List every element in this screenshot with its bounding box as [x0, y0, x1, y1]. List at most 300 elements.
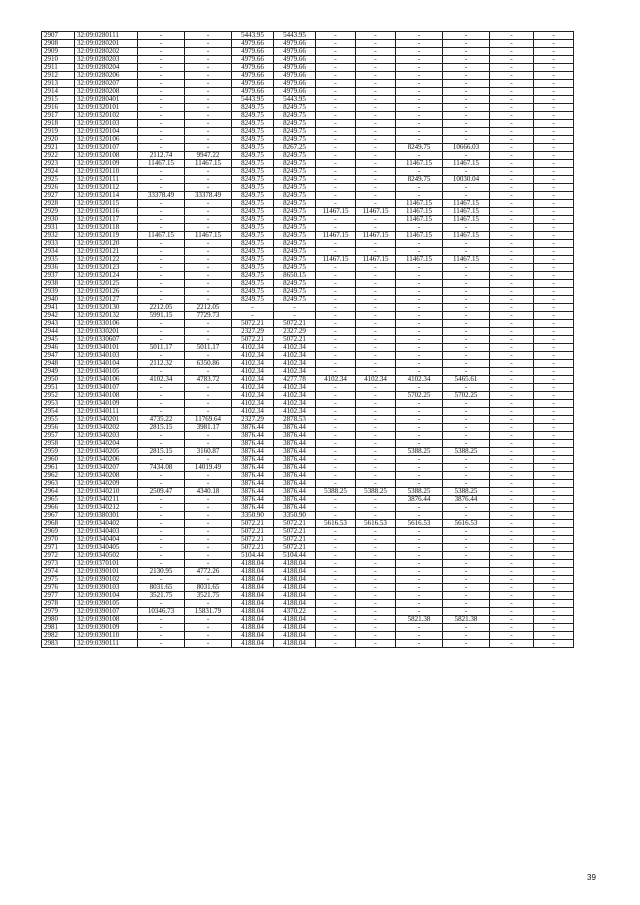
table-cell: -: [185, 576, 232, 584]
table-cell: -: [396, 80, 443, 88]
table-cell: -: [185, 176, 232, 184]
table-row: [42, 192, 574, 200]
table-cell: -: [185, 536, 232, 544]
table-cell: -: [316, 440, 356, 448]
table-cell: -: [443, 400, 490, 408]
table-row: [42, 112, 574, 120]
table-cell: -: [534, 400, 574, 408]
table-cell: 5616.53: [356, 520, 396, 528]
table-cell: 5072.21: [274, 520, 316, 528]
table-cell: -: [356, 632, 396, 640]
table-cell: -: [356, 216, 396, 224]
table-cell: 2970: [42, 536, 75, 544]
table-cell: 2327.29: [274, 328, 316, 336]
table-cell: 4102.34: [396, 376, 443, 384]
table-cell: -: [356, 400, 396, 408]
table-cell: 32:09:0340208: [75, 472, 138, 480]
table-cell: 5072.21: [232, 528, 274, 536]
table-cell: -: [396, 528, 443, 536]
table-cell: -: [316, 32, 356, 40]
table-cell: -: [490, 104, 534, 112]
table-cell: -: [138, 248, 185, 256]
table-cell: 2912: [42, 72, 75, 80]
table-cell: -: [356, 296, 396, 304]
table-cell: -: [490, 80, 534, 88]
table-cell: -: [185, 112, 232, 120]
table-cell: -: [443, 64, 490, 72]
table-cell: 2911: [42, 64, 75, 72]
table-cell: -: [316, 224, 356, 232]
table-cell: -: [490, 120, 534, 128]
table-cell: 32:09:0340209: [75, 480, 138, 488]
table-cell: 3876.44: [274, 488, 316, 496]
table-cell: -: [534, 448, 574, 456]
table-row: [42, 440, 574, 448]
table-cell: -: [138, 40, 185, 48]
table-cell: 5616.53: [396, 520, 443, 528]
table-cell: -: [534, 208, 574, 216]
table-cell: 11467.15: [396, 232, 443, 240]
table-cell: -: [185, 400, 232, 408]
table-cell: -: [396, 168, 443, 176]
table-cell: -: [396, 304, 443, 312]
table-cell: -: [443, 88, 490, 96]
table-cell: 2969: [42, 528, 75, 536]
table-cell: -: [490, 496, 534, 504]
table-cell: -: [185, 32, 232, 40]
table-cell: -: [490, 504, 534, 512]
table-cell: -: [316, 304, 356, 312]
table-cell: 32:09:0340105: [75, 368, 138, 376]
table-cell: 32:09:0340107: [75, 384, 138, 392]
table-row: [42, 576, 574, 584]
table-cell: -: [356, 328, 396, 336]
table-cell: 32:09:0340111: [75, 408, 138, 416]
table-cell: 32:09:0340202: [75, 424, 138, 432]
table-cell: -: [185, 408, 232, 416]
table-cell: 4102.34: [138, 376, 185, 384]
table-cell: 4102.34: [232, 392, 274, 400]
table-cell: -: [138, 576, 185, 584]
table-row: [42, 120, 574, 128]
table-cell: -: [356, 120, 396, 128]
table-cell: -: [443, 464, 490, 472]
table-cell: 2947: [42, 352, 75, 360]
table-cell: 5388.25: [396, 488, 443, 496]
table-cell: -: [316, 72, 356, 80]
table-cell: 2931: [42, 224, 75, 232]
table-row: [42, 288, 574, 296]
table-cell: 32:09:0320125: [75, 280, 138, 288]
table-cell: -: [490, 288, 534, 296]
table-row: [42, 64, 574, 72]
table-cell: 32:09:0340502: [75, 552, 138, 560]
table-cell: -: [138, 624, 185, 632]
table-cell: -: [185, 320, 232, 328]
table-cell: -: [534, 256, 574, 264]
table-cell: 5072.21: [232, 536, 274, 544]
table-cell: 11467.15: [443, 208, 490, 216]
table-cell: -: [138, 320, 185, 328]
table-cell: -: [534, 136, 574, 144]
table-cell: -: [490, 616, 534, 624]
table-cell: -: [356, 624, 396, 632]
table-cell: 4979.66: [232, 48, 274, 56]
table-cell: -: [396, 96, 443, 104]
table-cell: -: [443, 152, 490, 160]
table-row: [42, 536, 574, 544]
table-cell: -: [138, 80, 185, 88]
table-cell: 5072.21: [274, 320, 316, 328]
table-cell: -: [356, 152, 396, 160]
table-cell: -: [443, 424, 490, 432]
table-cell: -: [534, 160, 574, 168]
table-cell: 8249.75: [274, 296, 316, 304]
table-cell: -: [185, 480, 232, 488]
table-cell: -: [185, 496, 232, 504]
table-cell: -: [534, 40, 574, 48]
table-cell: -: [396, 512, 443, 520]
table-cell: 8249.75: [232, 208, 274, 216]
table-cell: -: [138, 280, 185, 288]
table-cell: -: [138, 520, 185, 528]
table-cell: 32:09:0390108: [75, 616, 138, 624]
table-cell: -: [138, 352, 185, 360]
table-cell: -: [443, 600, 490, 608]
table-cell: -: [396, 464, 443, 472]
table-cell: -: [534, 48, 574, 56]
table-cell: 2959: [42, 448, 75, 456]
table-cell: -: [396, 184, 443, 192]
table-cell: 2112.74: [138, 152, 185, 160]
table-cell: 32:09:0340405: [75, 544, 138, 552]
table-cell: -: [185, 88, 232, 96]
table-cell: 8249.75: [274, 160, 316, 168]
table-row: [42, 544, 574, 552]
table-cell: -: [534, 424, 574, 432]
table-cell: -: [490, 488, 534, 496]
table-cell: -: [443, 192, 490, 200]
table-cell: 8249.75: [232, 216, 274, 224]
table-cell: 2981: [42, 624, 75, 632]
table-cell: -: [396, 328, 443, 336]
table-cell: -: [316, 56, 356, 64]
table-cell: -: [396, 624, 443, 632]
table-cell: -: [316, 552, 356, 560]
table-cell: -: [185, 104, 232, 112]
table-cell: 4979.66: [274, 56, 316, 64]
table-cell: -: [396, 344, 443, 352]
table-cell: -: [138, 104, 185, 112]
table-cell: -: [534, 472, 574, 480]
table-row: [42, 472, 574, 480]
table-cell: 4188.04: [232, 616, 274, 624]
table-cell: -: [185, 560, 232, 568]
table-cell: 2973: [42, 560, 75, 568]
table-cell: 32:09:0380301: [75, 512, 138, 520]
table-cell: -: [490, 536, 534, 544]
table-cell: 32:09:0320116: [75, 208, 138, 216]
table-cell: -: [356, 264, 396, 272]
table-cell: 2919: [42, 128, 75, 136]
table-cell: -: [185, 64, 232, 72]
table-cell: -: [316, 608, 356, 616]
table-cell: 5072.21: [232, 336, 274, 344]
table-cell: -: [490, 608, 534, 616]
table-cell: 4188.04: [274, 592, 316, 600]
table-row: [42, 160, 574, 168]
table-cell: -: [534, 384, 574, 392]
table-cell: -: [443, 304, 490, 312]
table-cell: 4102.34: [274, 360, 316, 368]
table-cell: -: [396, 224, 443, 232]
table-cell: -: [534, 560, 574, 568]
table-cell: -: [443, 112, 490, 120]
table-cell: 8249.75: [274, 136, 316, 144]
table-cell: -: [443, 368, 490, 376]
table-cell: 4102.34: [274, 368, 316, 376]
table-cell: 8249.75: [232, 232, 274, 240]
table-cell: 5465.61: [443, 376, 490, 384]
table-cell: -: [396, 56, 443, 64]
table-cell: -: [396, 584, 443, 592]
table-cell: -: [490, 136, 534, 144]
table-cell: 11467.15: [443, 160, 490, 168]
table-cell: 2956: [42, 424, 75, 432]
table-cell: -: [490, 112, 534, 120]
table-cell: -: [138, 216, 185, 224]
table-cell: 2975: [42, 576, 75, 584]
table-cell: 4102.34: [274, 384, 316, 392]
table-cell: -: [185, 216, 232, 224]
table-cell: 32:09:0390103: [75, 584, 138, 592]
table-cell: -: [443, 640, 490, 648]
table-cell: -: [534, 352, 574, 360]
table-cell: -: [443, 248, 490, 256]
table-cell: 8249.75: [274, 152, 316, 160]
table-cell: 2966: [42, 504, 75, 512]
table-cell: -: [396, 320, 443, 328]
table-cell: 2972: [42, 552, 75, 560]
table-cell: -: [490, 584, 534, 592]
table-cell: -: [138, 96, 185, 104]
table-cell: 2978: [42, 600, 75, 608]
table-cell: 10030.04: [443, 176, 490, 184]
table-cell: -: [316, 528, 356, 536]
page-number: 39: [587, 873, 596, 882]
table-cell: 5616.53: [316, 520, 356, 528]
table-cell: 32:09:0320109: [75, 160, 138, 168]
table-row: [42, 88, 574, 96]
table-cell: 4102.34: [274, 392, 316, 400]
table-cell: -: [316, 632, 356, 640]
table-cell: -: [138, 128, 185, 136]
table-cell: 3521.75: [185, 592, 232, 600]
table-cell: 2955: [42, 416, 75, 424]
table-cell: 8249.75: [274, 256, 316, 264]
table-cell: -: [356, 496, 396, 504]
table-cell: 2909: [42, 48, 75, 56]
table-cell: -: [356, 616, 396, 624]
table-cell: 11467.15: [138, 160, 185, 168]
table-cell: 2963: [42, 480, 75, 488]
table-cell: 4979.66: [232, 80, 274, 88]
table-cell: -: [534, 512, 574, 520]
table-cell: -: [356, 40, 396, 48]
table-cell: -: [185, 280, 232, 288]
table-cell: 3876.44: [232, 440, 274, 448]
table-cell: 4979.66: [232, 88, 274, 96]
table-cell: -: [232, 312, 274, 320]
table-cell: 8249.75: [232, 128, 274, 136]
table-cell: 5443.95: [232, 32, 274, 40]
table-cell: 2939: [42, 288, 75, 296]
table-cell: -: [138, 560, 185, 568]
table-cell: -: [534, 288, 574, 296]
table-cell: 11467.15: [138, 232, 185, 240]
table-row: [42, 392, 574, 400]
table-cell: 5072.21: [274, 544, 316, 552]
table-row: [42, 200, 574, 208]
table-cell: 8249.75: [232, 240, 274, 248]
table-cell: -: [356, 472, 396, 480]
table-cell: -: [316, 96, 356, 104]
table-cell: 5388.25: [443, 488, 490, 496]
table-cell: 3876.44: [274, 480, 316, 488]
table-cell: -: [316, 424, 356, 432]
table-row: [42, 128, 574, 136]
table-cell: -: [396, 576, 443, 584]
table-cell: 8249.75: [274, 112, 316, 120]
table-cell: -: [396, 32, 443, 40]
table-cell: 2979: [42, 608, 75, 616]
table-cell: 4979.66: [274, 88, 316, 96]
table-cell: -: [138, 176, 185, 184]
table-cell: 8249.75: [232, 144, 274, 152]
table-cell: 32:09:0330106: [75, 320, 138, 328]
table-cell: 11769.64: [185, 416, 232, 424]
table-cell: 8249.75: [274, 232, 316, 240]
table-cell: -: [316, 640, 356, 648]
table-cell: 2212.05: [138, 304, 185, 312]
table-cell: -: [138, 48, 185, 56]
table-cell: -: [185, 520, 232, 528]
table-cell: 2937: [42, 272, 75, 280]
table-cell: 4340.18: [185, 488, 232, 496]
table-cell: 5388.25: [316, 488, 356, 496]
table-cell: -: [443, 120, 490, 128]
table-cell: 4188.04: [232, 560, 274, 568]
table-cell: 32:09:0370101: [75, 560, 138, 568]
table-cell: -: [356, 272, 396, 280]
table-cell: -: [396, 128, 443, 136]
table-cell: -: [185, 264, 232, 272]
table-cell: -: [316, 200, 356, 208]
table-cell: -: [534, 520, 574, 528]
table-cell: 8031.65: [185, 584, 232, 592]
table-cell: 2951: [42, 384, 75, 392]
table-cell: 2940: [42, 296, 75, 304]
table-cell: 32:09:0320101: [75, 104, 138, 112]
table-cell: -: [490, 472, 534, 480]
table-cell: 8249.75: [274, 288, 316, 296]
table-cell: -: [138, 408, 185, 416]
table-cell: -: [396, 600, 443, 608]
table-cell: 2933: [42, 240, 75, 248]
table-cell: -: [534, 344, 574, 352]
table-cell: 2941: [42, 304, 75, 312]
table-cell: 11467.15: [396, 200, 443, 208]
table-cell: -: [316, 368, 356, 376]
table-cell: 2945: [42, 336, 75, 344]
table-cell: 11467.15: [316, 256, 356, 264]
table-cell: 4783.72: [185, 376, 232, 384]
table-cell: -: [138, 256, 185, 264]
table-cell: -: [490, 232, 534, 240]
table-cell: 14019.49: [185, 464, 232, 472]
table-cell: -: [443, 608, 490, 616]
table-cell: -: [396, 432, 443, 440]
table-cell: -: [356, 136, 396, 144]
table-cell: -: [356, 416, 396, 424]
table-row: [42, 464, 574, 472]
table-cell: -: [356, 432, 396, 440]
table-cell: 2936: [42, 264, 75, 272]
table-cell: 32:09:0320107: [75, 144, 138, 152]
table-cell: 32:09:0340211: [75, 496, 138, 504]
table-cell: -: [534, 248, 574, 256]
table-cell: -: [490, 224, 534, 232]
table-cell: -: [316, 248, 356, 256]
table-cell: -: [138, 72, 185, 80]
table-cell: -: [356, 384, 396, 392]
table-cell: -: [356, 88, 396, 96]
table-cell: 2983: [42, 640, 75, 648]
table-cell: -: [443, 416, 490, 424]
table-cell: -: [316, 576, 356, 584]
table-row: [42, 384, 574, 392]
table-cell: -: [138, 536, 185, 544]
table-cell: 32:09:0340403: [75, 528, 138, 536]
table-cell: 4979.66: [274, 40, 316, 48]
table-cell: -: [316, 336, 356, 344]
table-row: [42, 600, 574, 608]
table-cell: -: [443, 352, 490, 360]
table-cell: 32:09:0340210: [75, 488, 138, 496]
table-cell: 32:09:0340207: [75, 464, 138, 472]
table-cell: -: [490, 256, 534, 264]
table-cell: 8249.75: [274, 208, 316, 216]
table-cell: -: [316, 168, 356, 176]
table-cell: -: [316, 312, 356, 320]
table-cell: -: [534, 88, 574, 96]
table-row: [42, 136, 574, 144]
table-cell: 2922: [42, 152, 75, 160]
table-cell: -: [396, 240, 443, 248]
table-cell: 8249.75: [274, 104, 316, 112]
table-cell: -: [443, 544, 490, 552]
table-cell: 2918: [42, 120, 75, 128]
table-cell: 8249.75: [232, 176, 274, 184]
table-cell: -: [396, 136, 443, 144]
table-cell: 2927: [42, 192, 75, 200]
table-cell: -: [396, 40, 443, 48]
table-cell: -: [396, 104, 443, 112]
table-cell: 2957: [42, 432, 75, 440]
table-row: [42, 632, 574, 640]
table-cell: -: [534, 328, 574, 336]
table-cell: -: [185, 440, 232, 448]
